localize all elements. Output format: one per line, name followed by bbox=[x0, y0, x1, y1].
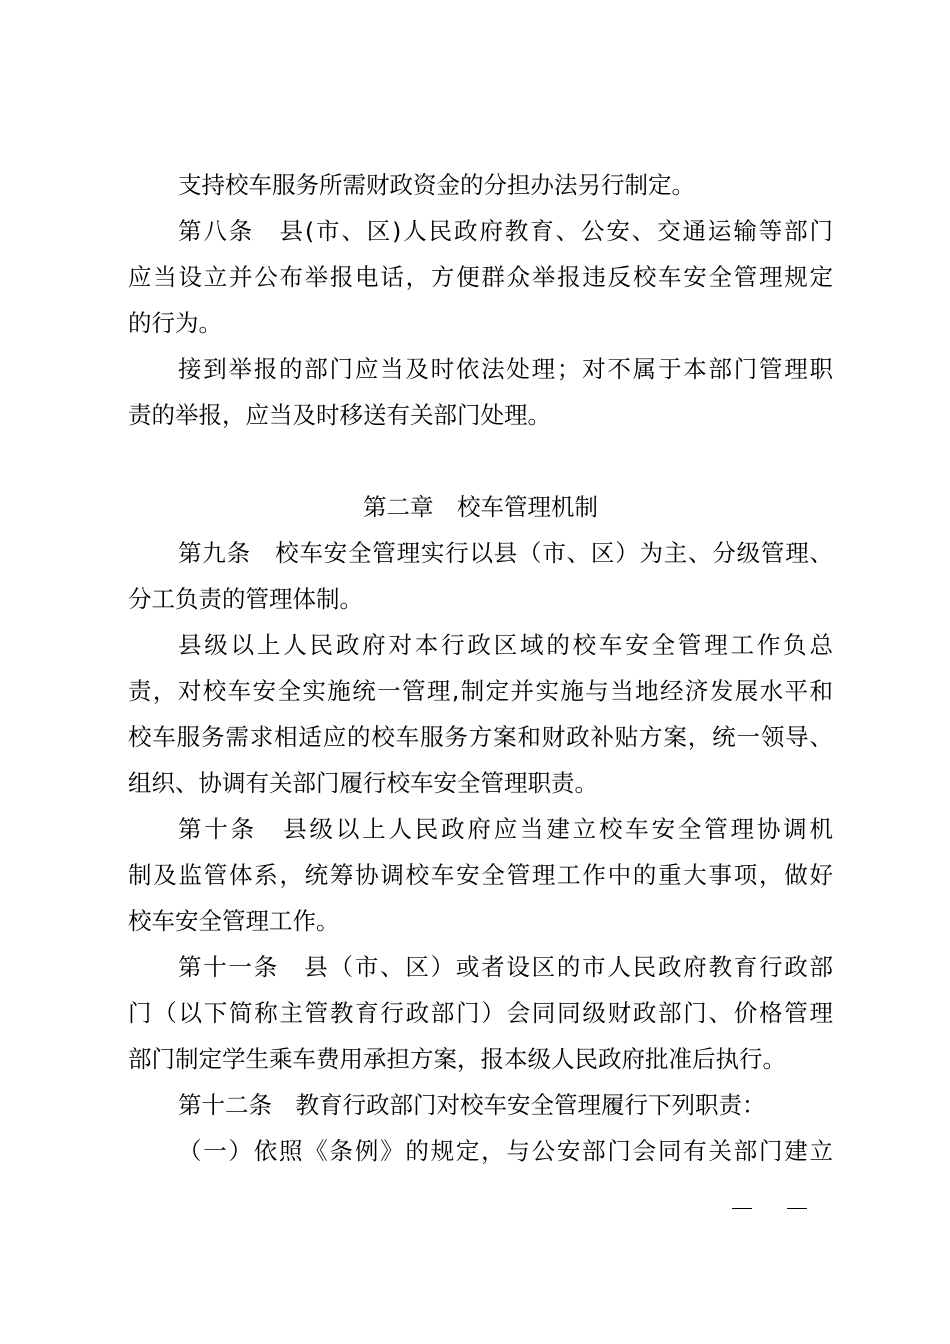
paragraph-line: 应当设立并公布举报电话，方便群众举报违反校车安全管理规定 bbox=[128, 263, 833, 291]
paragraph-line: 分工负责的管理体制。 bbox=[128, 585, 363, 613]
article-9-line: 第九条 校车安全管理实行以县（市、区）为主、分级管理、 bbox=[178, 539, 833, 567]
article-10-line: 第十条 县级以上人民政府应当建立校车安全管理协调机 bbox=[178, 815, 833, 843]
paragraph-line: 组织、协调有关部门履行校车安全管理职责。 bbox=[128, 769, 598, 797]
paragraph-line: 校车服务需求相适应的校车服务方案和财政补贴方案，统一领导、 bbox=[128, 723, 833, 751]
paragraph-line: 责，对校车安全实施统一管理,制定并实施与当地经济发展水平和 bbox=[128, 677, 833, 705]
paragraph-line: （一）依照《条例》的规定，与公安部门会同有关部门建立 bbox=[178, 1137, 833, 1165]
page-number-dash-right bbox=[787, 1208, 807, 1209]
article-12-line: 第十二条 教育行政部门对校车安全管理履行下列职责： bbox=[178, 1091, 766, 1119]
paragraph-line: 制及监管体系，统筹协调校车安全管理工作中的重大事项，做好 bbox=[128, 861, 833, 889]
article-11-line: 第十一条 县（市、区）或者设区的市人民政府教育行政部 bbox=[178, 953, 833, 981]
paragraph-line: 县级以上人民政府对本行政区域的校车安全管理工作负总 bbox=[178, 631, 833, 659]
paragraph-line: 校车安全管理工作。 bbox=[128, 907, 340, 935]
article-8-line: 第八条 县(市、区)人民政府教育、公安、交通运输等部门 bbox=[178, 217, 833, 245]
chapter-heading: 第二章 校车管理机制 bbox=[363, 493, 598, 521]
paragraph-line: 接到举报的部门应当及时依法处理；对不属于本部门管理职 bbox=[178, 355, 833, 383]
page-number-dash-left bbox=[732, 1208, 752, 1209]
paragraph-line: 部门制定学生乘车费用承担方案，报本级人民政府批准后执行。 bbox=[128, 1045, 786, 1073]
paragraph-line: 责的举报，应当及时移送有关部门处理。 bbox=[128, 401, 551, 429]
paragraph-line: 支持校车服务所需财政资金的分担办法另行制定。 bbox=[178, 171, 695, 199]
paragraph-line: 门（以下简称主管教育行政部门）会同同级财政部门、价格管理 bbox=[128, 999, 833, 1027]
paragraph-line: 的行为。 bbox=[128, 309, 222, 337]
